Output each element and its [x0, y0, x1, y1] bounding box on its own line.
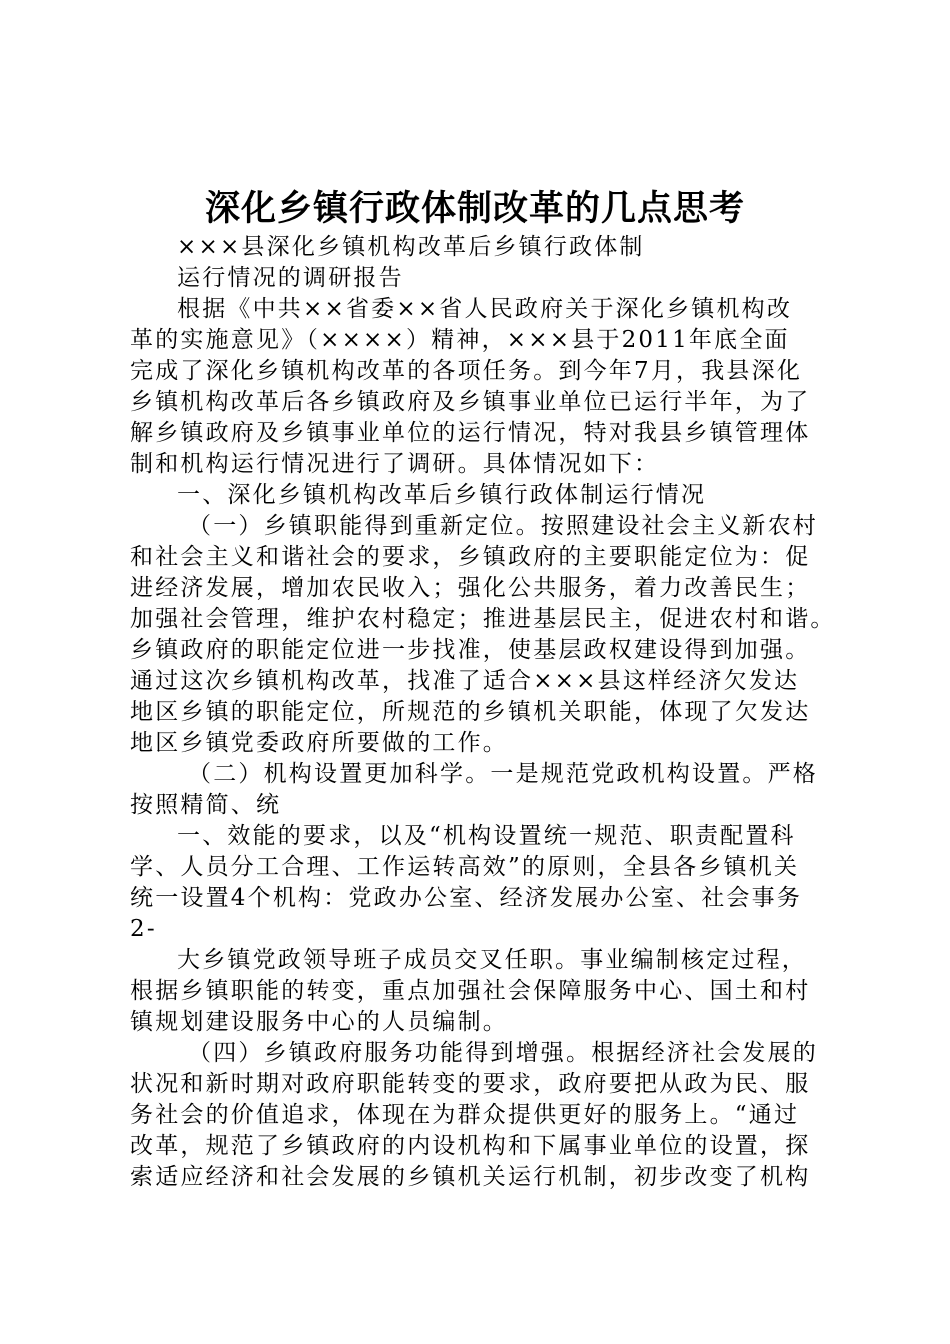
document-body [130, 232, 845, 1193]
text-line: 地区乡镇的职能定位，所规范的乡镇机关职能，体现了欠发达 [130, 699, 811, 725]
text-line: 和社会主义和谐社会的要求，乡镇政府的主要职能定位为：促 [130, 544, 811, 570]
document-title: 深化乡镇行政体制改革的几点思考 [204, 188, 745, 229]
text-line: 索适应经济和社会发展的乡镇机关运行机制，初步改变了机构 [130, 1164, 811, 1190]
text-line: （一）乡镇职能得到重新定位。按照建设社会主义新农村 [188, 513, 818, 539]
text-line: 镇规划建设服务中心的人员编制。 [130, 1009, 508, 1035]
text-line: 状况和新时期对政府职能转变的要求，政府要把从政为民、服 [130, 1071, 811, 1097]
text-line: 根据乡镇职能的转变，重点加强社会保障服务中心、国土和村 [130, 978, 811, 1004]
text-line: 运行情况的调研报告 [177, 265, 404, 291]
text-line: 地区乡镇党委政府所要做的工作。 [130, 730, 508, 756]
text-line: 务社会的价值追求，体现在为群众提供更好的服务上。“通过 [130, 1102, 800, 1128]
text-line: 乡镇政府的职能定位进一步找准，使基层政权建设得到加强。 [130, 637, 811, 663]
text-line: 2- [130, 916, 157, 942]
text-line: 加强社会管理，维护农村稳定；推进基层民主，促进农村和谐。 [130, 606, 836, 632]
text-line: 解乡镇政府及乡镇事业单位的运行情况，特对我县乡镇管理体 [130, 420, 811, 446]
text-line: 学、人员分工合理、工作运转高效”的原则，全县各乡镇机关 [130, 854, 800, 880]
text-line: 革的实施意见》（××××）精神，×××县于2011年底全面 [130, 327, 790, 353]
text-line: 统一设置4个机构：党政办公室、经济发展办公室、社会事务 [130, 885, 803, 911]
text-line: 制和机构运行情况进行了调研。具体情况如下： [130, 451, 660, 477]
text-line: 按照精简、统 [130, 792, 282, 818]
text-line: 一、深化乡镇机构改革后乡镇行政体制运行情况 [177, 482, 707, 508]
text-line: 根据《中共××省委××省人民政府关于深化乡镇机构改 [177, 296, 793, 322]
text-line: （二）机构设置更加科学。一是规范党政机构设置。严格 [188, 761, 818, 787]
text-line: ×××县深化乡镇机构改革后乡镇行政体制 [177, 234, 645, 260]
text-line: 改革，规范了乡镇政府的内设机构和下属事业单位的设置，探 [130, 1133, 811, 1159]
text-line: 完成了深化乡镇机构改革的各项任务。到今年7月，我县深化 [130, 358, 803, 384]
text-line: （四）乡镇政府服务功能得到增强。根据经济社会发展的 [188, 1040, 818, 1066]
text-line: 通过这次乡镇机构改革，找准了适合×××县这样经济欠发达 [130, 668, 800, 694]
text-line: 乡镇机构改革后各乡镇政府及乡镇事业单位已运行半年，为了 [130, 389, 811, 415]
text-line: 大乡镇党政领导班子成员交叉任职。事业编制核定过程， [177, 947, 807, 973]
text-line: 一、效能的要求，以及“机构设置统一规范、职责配置科 [177, 823, 796, 849]
text-line: 进经济发展，增加农民收入；强化公共服务，着力改善民生； [130, 575, 811, 601]
